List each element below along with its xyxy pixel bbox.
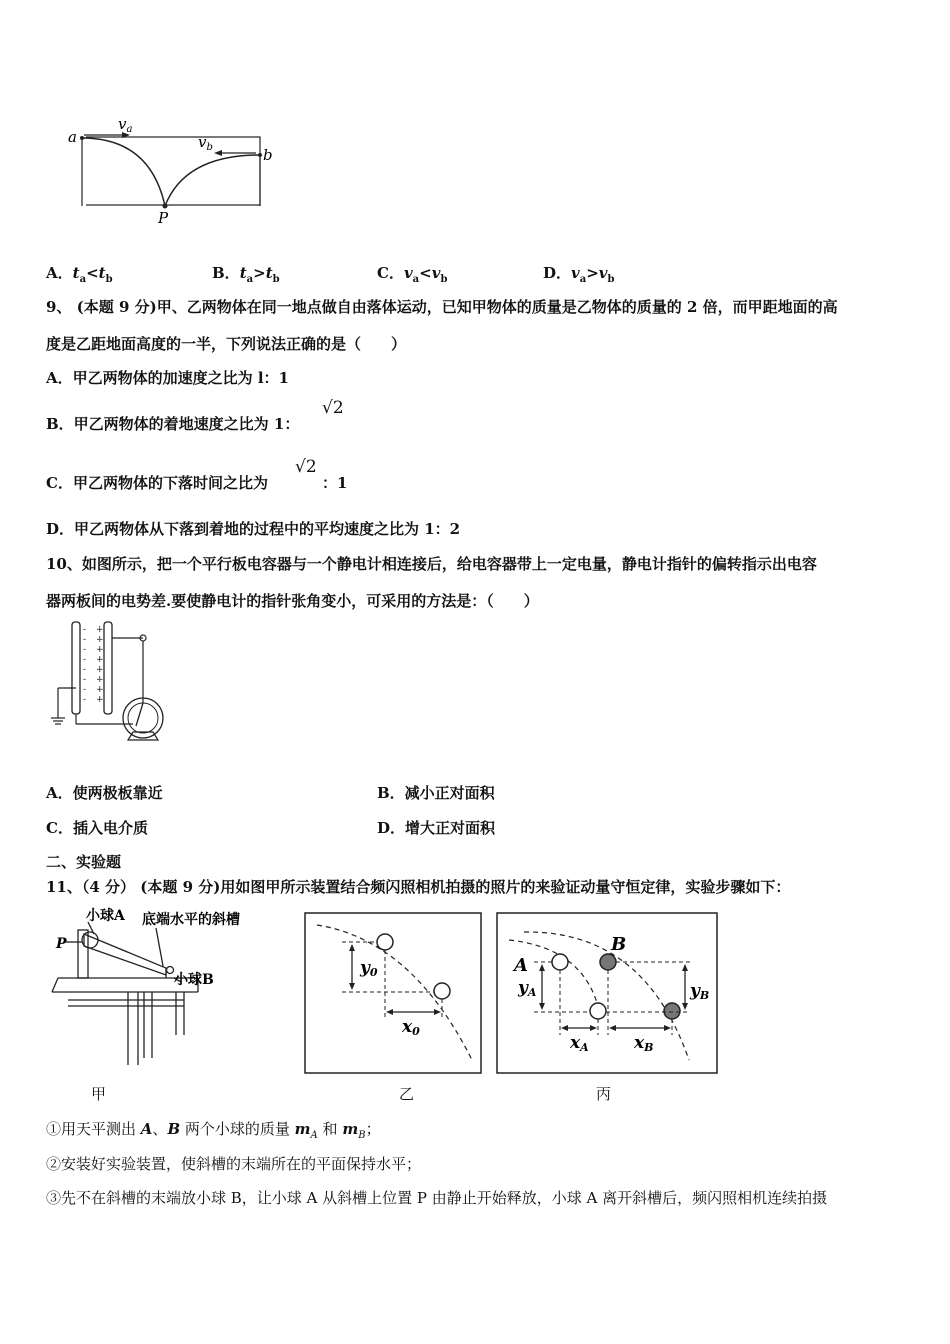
- svg-text:xA: [569, 1033, 589, 1054]
- svg-text:va: [118, 115, 132, 135]
- svg-text:-: -: [83, 685, 87, 695]
- q8-option-b: B．$t_a>t_b$: [212, 264, 280, 285]
- svg-text:-: -: [83, 695, 87, 705]
- svg-text:+: +: [96, 665, 104, 675]
- q9-option-c: C．甲乙两物体的下落时间之比为: [46, 474, 268, 492]
- svg-text:+: +: [96, 655, 104, 665]
- section-title: 二、实验题: [46, 853, 122, 871]
- q9-option-c-tail: ：1: [322, 474, 348, 492]
- svg-text:-: -: [83, 675, 87, 685]
- label-yB-sub: B: [699, 989, 710, 1002]
- caption-yi: 乙: [399, 1085, 415, 1103]
- label-vb: v: [198, 133, 207, 151]
- q8-option-a: A．$t_a<t_b$: [46, 264, 113, 285]
- label-yA: y: [518, 978, 528, 998]
- q8-option-d: D．$v_a>v_b$: [543, 264, 615, 285]
- svg-text:yA: [517, 978, 537, 999]
- label-b: b: [263, 146, 273, 164]
- capacitor-figure: [48, 618, 178, 748]
- q9-option-b: B．甲乙两物体的着地速度之比为 1：: [46, 415, 300, 433]
- q9-option-d: D．甲乙两物体从下落到着地的过程中的平均速度之比为 1：2: [46, 520, 461, 538]
- q10-line1: 10、如图所示，把一个平行板电容器与一个静电计相连接后，给电容器带上一定电量，静电计指针的偏转指示出电容: [46, 555, 817, 573]
- figure-yi: [302, 910, 486, 1075]
- q11-step2: ②安装好实验装置，使斜槽的末端所在的平面保持水平；: [46, 1155, 422, 1173]
- svg-text:+: +: [96, 625, 104, 635]
- q10-option-d: D．增大正对面积: [377, 819, 496, 837]
- svg-text:+: +: [96, 675, 104, 685]
- svg-text:-: -: [83, 665, 87, 675]
- q9-line1: 9、 (本题 9 分)甲、乙两物体在同一地点做自由落体运动，已知甲物体的质量是乙物体的质量的 2 倍，而甲距地面的高: [46, 298, 838, 316]
- caption-bing: 丙: [596, 1085, 612, 1103]
- q10-option-c: C．插入电介质: [46, 819, 148, 837]
- label-vb-sub: b: [206, 142, 213, 153]
- svg-text:-: -: [83, 645, 87, 655]
- q11-step3: ③先不在斜槽的末端放小球 B，让小球 A 从斜槽上位置 P 由静止开始释放，小球 A 离开斜槽后，频闪照相机连续拍摄: [46, 1189, 828, 1207]
- label-p: P: [158, 209, 169, 227]
- label-xB-sub: B: [644, 1041, 654, 1054]
- q9-line2: 度是乙距地面高度的一半，下列说法正确的是（ ）: [46, 335, 407, 353]
- svg-text:-: -: [83, 625, 87, 635]
- svg-text:+: +: [96, 635, 104, 645]
- svg-text:yB: [689, 981, 709, 1002]
- figure-jia: [48, 900, 278, 1080]
- svg-text:x0: [401, 1017, 420, 1038]
- label-yA-sub: A: [527, 986, 537, 999]
- label-ball-b: 小球B: [174, 972, 214, 988]
- svg-text:y0: [359, 958, 378, 979]
- q10-option-b: B．减小正对面积: [377, 784, 495, 802]
- label-yB: y: [690, 981, 700, 1001]
- label-p-jia: P: [56, 936, 67, 952]
- label-B: B: [611, 934, 627, 955]
- q11-line1: 11、（4 分） (本题 9 分)用如图甲所示装置结合频闪照相机拍摄的照片的来验证动量守恒定律，实验步骤如下：: [46, 878, 791, 896]
- svg-text:xB: [633, 1033, 653, 1054]
- q9-option-a: A．甲乙两物体的加速度之比为 l：1: [46, 369, 289, 387]
- q9-option-c-root: √2: [295, 457, 317, 477]
- label-va: v: [118, 115, 127, 133]
- svg-text:+: +: [96, 685, 104, 695]
- svg-text:-: -: [83, 635, 87, 645]
- svg-text:+: +: [96, 695, 104, 705]
- svg-text:-: -: [83, 655, 87, 665]
- svg-text:vb: [198, 133, 213, 153]
- label-xB: x: [634, 1033, 645, 1053]
- q10-line2: 器两板间的电势差.要使静电计的指针张角变小，可采用的方法是：（ ）: [46, 592, 539, 610]
- label-x0: x: [402, 1017, 413, 1037]
- label-y0: y: [360, 958, 370, 978]
- label-ball-a: 小球A: [86, 908, 125, 924]
- q10-option-a: A．使两极板靠近: [46, 784, 163, 802]
- label-va-sub: a: [126, 124, 133, 135]
- label-A: A: [514, 955, 528, 976]
- label-y0-sub: 0: [369, 966, 378, 979]
- label-x0-sub: 0: [412, 1025, 420, 1038]
- q9-option-b-root: √2: [322, 398, 344, 418]
- label-slope: 底端水平的斜槽: [142, 912, 240, 928]
- figure-bing: [494, 910, 720, 1075]
- q8-figure: [60, 105, 290, 230]
- caption-jia: 甲: [91, 1085, 107, 1103]
- q11-step1: ①用天平测出 A、B 两个小球的质量 $m_A$ 和 $m_B$；: [46, 1120, 381, 1141]
- label-xA: x: [570, 1033, 581, 1053]
- q8-option-c: C．$v_a<v_b$: [377, 264, 448, 285]
- svg-text:+: +: [96, 645, 104, 655]
- label-a: a: [68, 128, 77, 146]
- label-xA-sub: A: [580, 1041, 589, 1054]
